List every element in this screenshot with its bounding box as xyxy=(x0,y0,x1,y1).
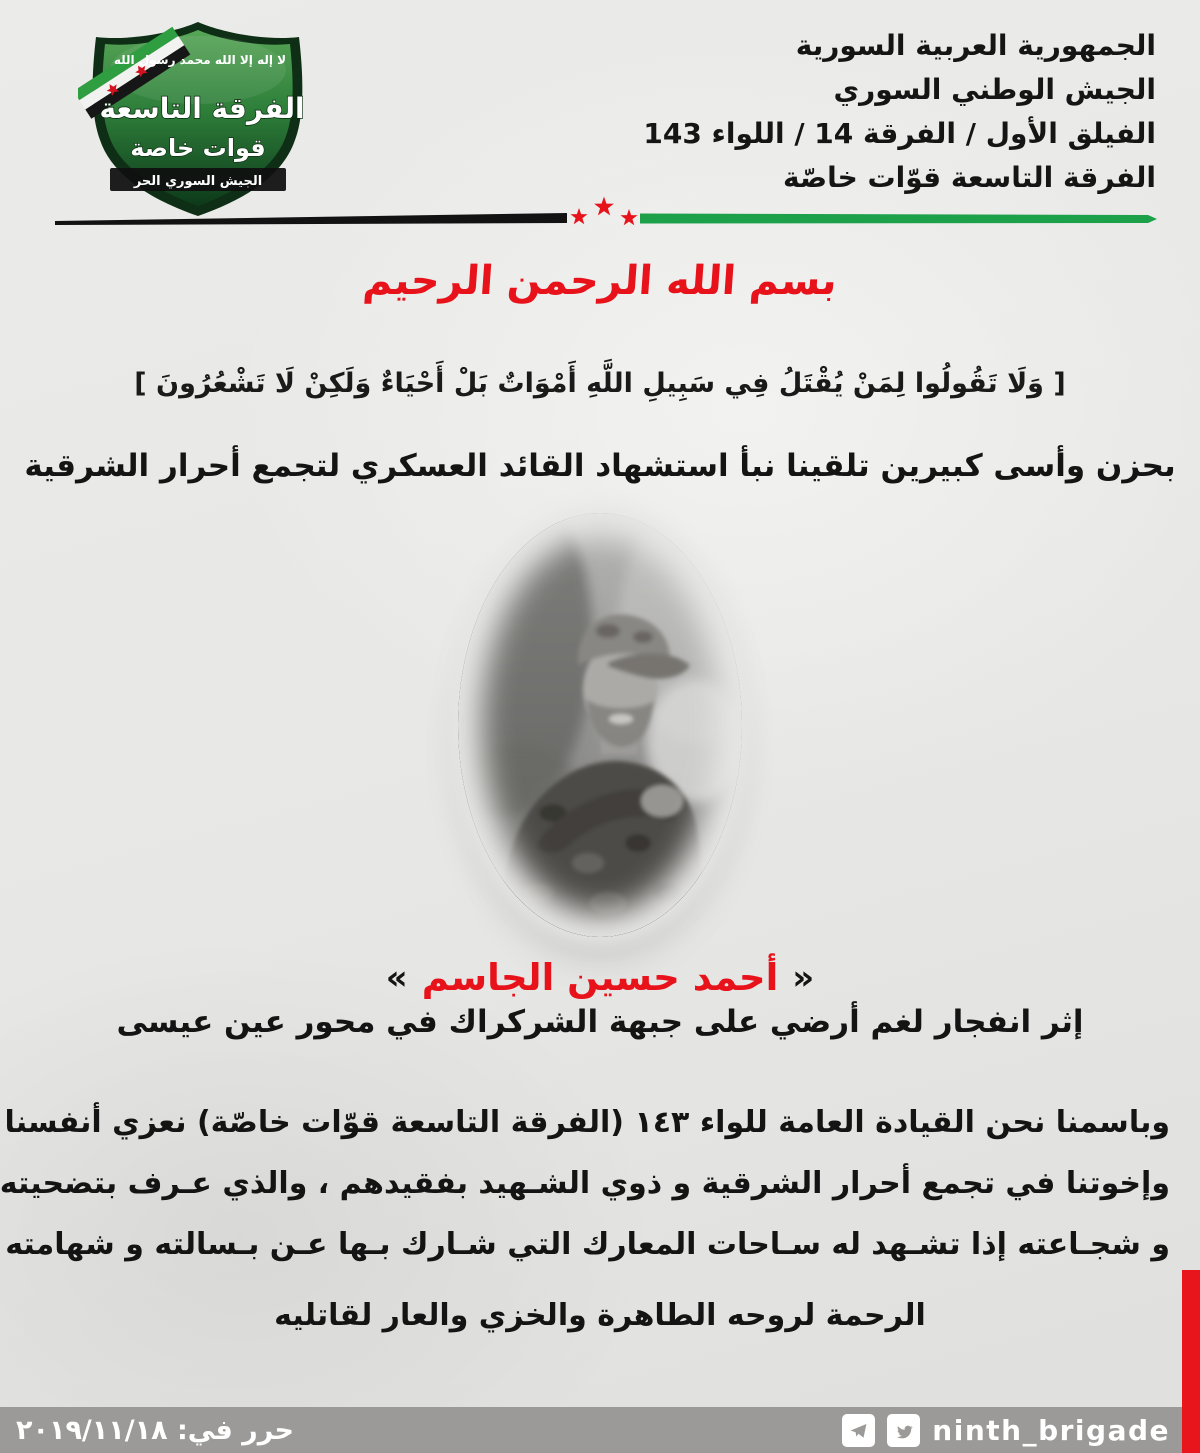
martyr-name-row xyxy=(0,956,1200,999)
issue-date: حرر في: ٢٠١٩/١١/١٨ xyxy=(16,1414,294,1446)
ninth-division-shield-logo xyxy=(78,18,318,223)
footer-bar xyxy=(0,1407,1200,1453)
red-edge-strip xyxy=(1182,1270,1200,1453)
header-line-division: الفرقة التاسعة قوّات خاصّة xyxy=(783,161,1156,194)
red-star-icon xyxy=(570,208,587,224)
red-star-icon xyxy=(620,209,637,225)
open-guillemet: « xyxy=(385,957,408,998)
basmala-calligraphy: بسم الله الرحمن الرحيم xyxy=(361,258,839,304)
shahada-calligraphy: لا إله إلا الله محمد رسول الله xyxy=(113,53,287,67)
official-header xyxy=(643,24,1156,200)
quran-verse: [ وَلَا تَقُولُوا لِمَنْ يُقْتَلُ فِي سَبِيلِ اللَّهِ أَمْوَاتٌ بَلْ أَحْيَاءٌ وَلَكِنْ لَا تَشْعُرُونَ ] xyxy=(134,368,1066,399)
flag-divider xyxy=(0,196,1200,240)
twitter-icon[interactable] xyxy=(887,1414,920,1447)
martyr-photo-illustration xyxy=(458,513,742,937)
condolence-line: وباسمنا نحن القيادة العامة للواء ١٤٣ (الفرقة التاسعة قوّات خاصّة) نعزي أنفسنا xyxy=(4,1105,1170,1140)
header-line-army: الجيش الوطني السوري xyxy=(833,73,1156,106)
condolence-line: و شجـاعته إذا تشـهد له سـاحات المعارك التي شـارك بـها عـن بـسالته و شهامته xyxy=(5,1227,1170,1262)
cause-of-death-line: إثر انفجار لغم أرضي على جبهة الشركراك في محور عين عيسى xyxy=(116,1004,1084,1040)
header-line-legion: الفيلق الأول / الفرقة 14 / اللواء 143 xyxy=(643,117,1156,150)
close-guillemet: » xyxy=(792,957,815,998)
martyr-photo xyxy=(458,513,742,937)
condolence-line: وإخوتنا في تجمع أحرار الشرقية و ذوي الشـهيد بفقيدهم ، والذي عـرف بتضحيته xyxy=(0,1166,1170,1201)
social-handle[interactable]: ninth_brigade xyxy=(932,1413,1170,1447)
logo-title-line2: قوات خاصة xyxy=(130,134,266,162)
divider-green-bar xyxy=(640,214,1157,224)
logo-banner-text: الجيش السوري الحر xyxy=(133,174,263,189)
martyrdom-announcement: بحزن وأسى كبيرين تلقينا نبأ استشهاد القائد العسكري لتجمع أحرار الشرقية xyxy=(24,448,1176,484)
divider-black-bar xyxy=(55,213,567,225)
condolence-paragraph xyxy=(0,1092,1170,1275)
red-star-icon xyxy=(594,197,614,216)
social-media-group[interactable] xyxy=(842,1407,1170,1453)
header-line-republic: الجمهورية العربية السورية xyxy=(795,29,1156,62)
logo-title-line1: الفرقة التاسعة xyxy=(99,92,305,125)
closing-supplication: الرحمة لروحه الطاهرة والخزي والعار لقاتليه xyxy=(274,1298,926,1333)
martyr-name: أحمد حسين الجاسم xyxy=(421,956,779,999)
telegram-icon[interactable] xyxy=(842,1414,875,1447)
